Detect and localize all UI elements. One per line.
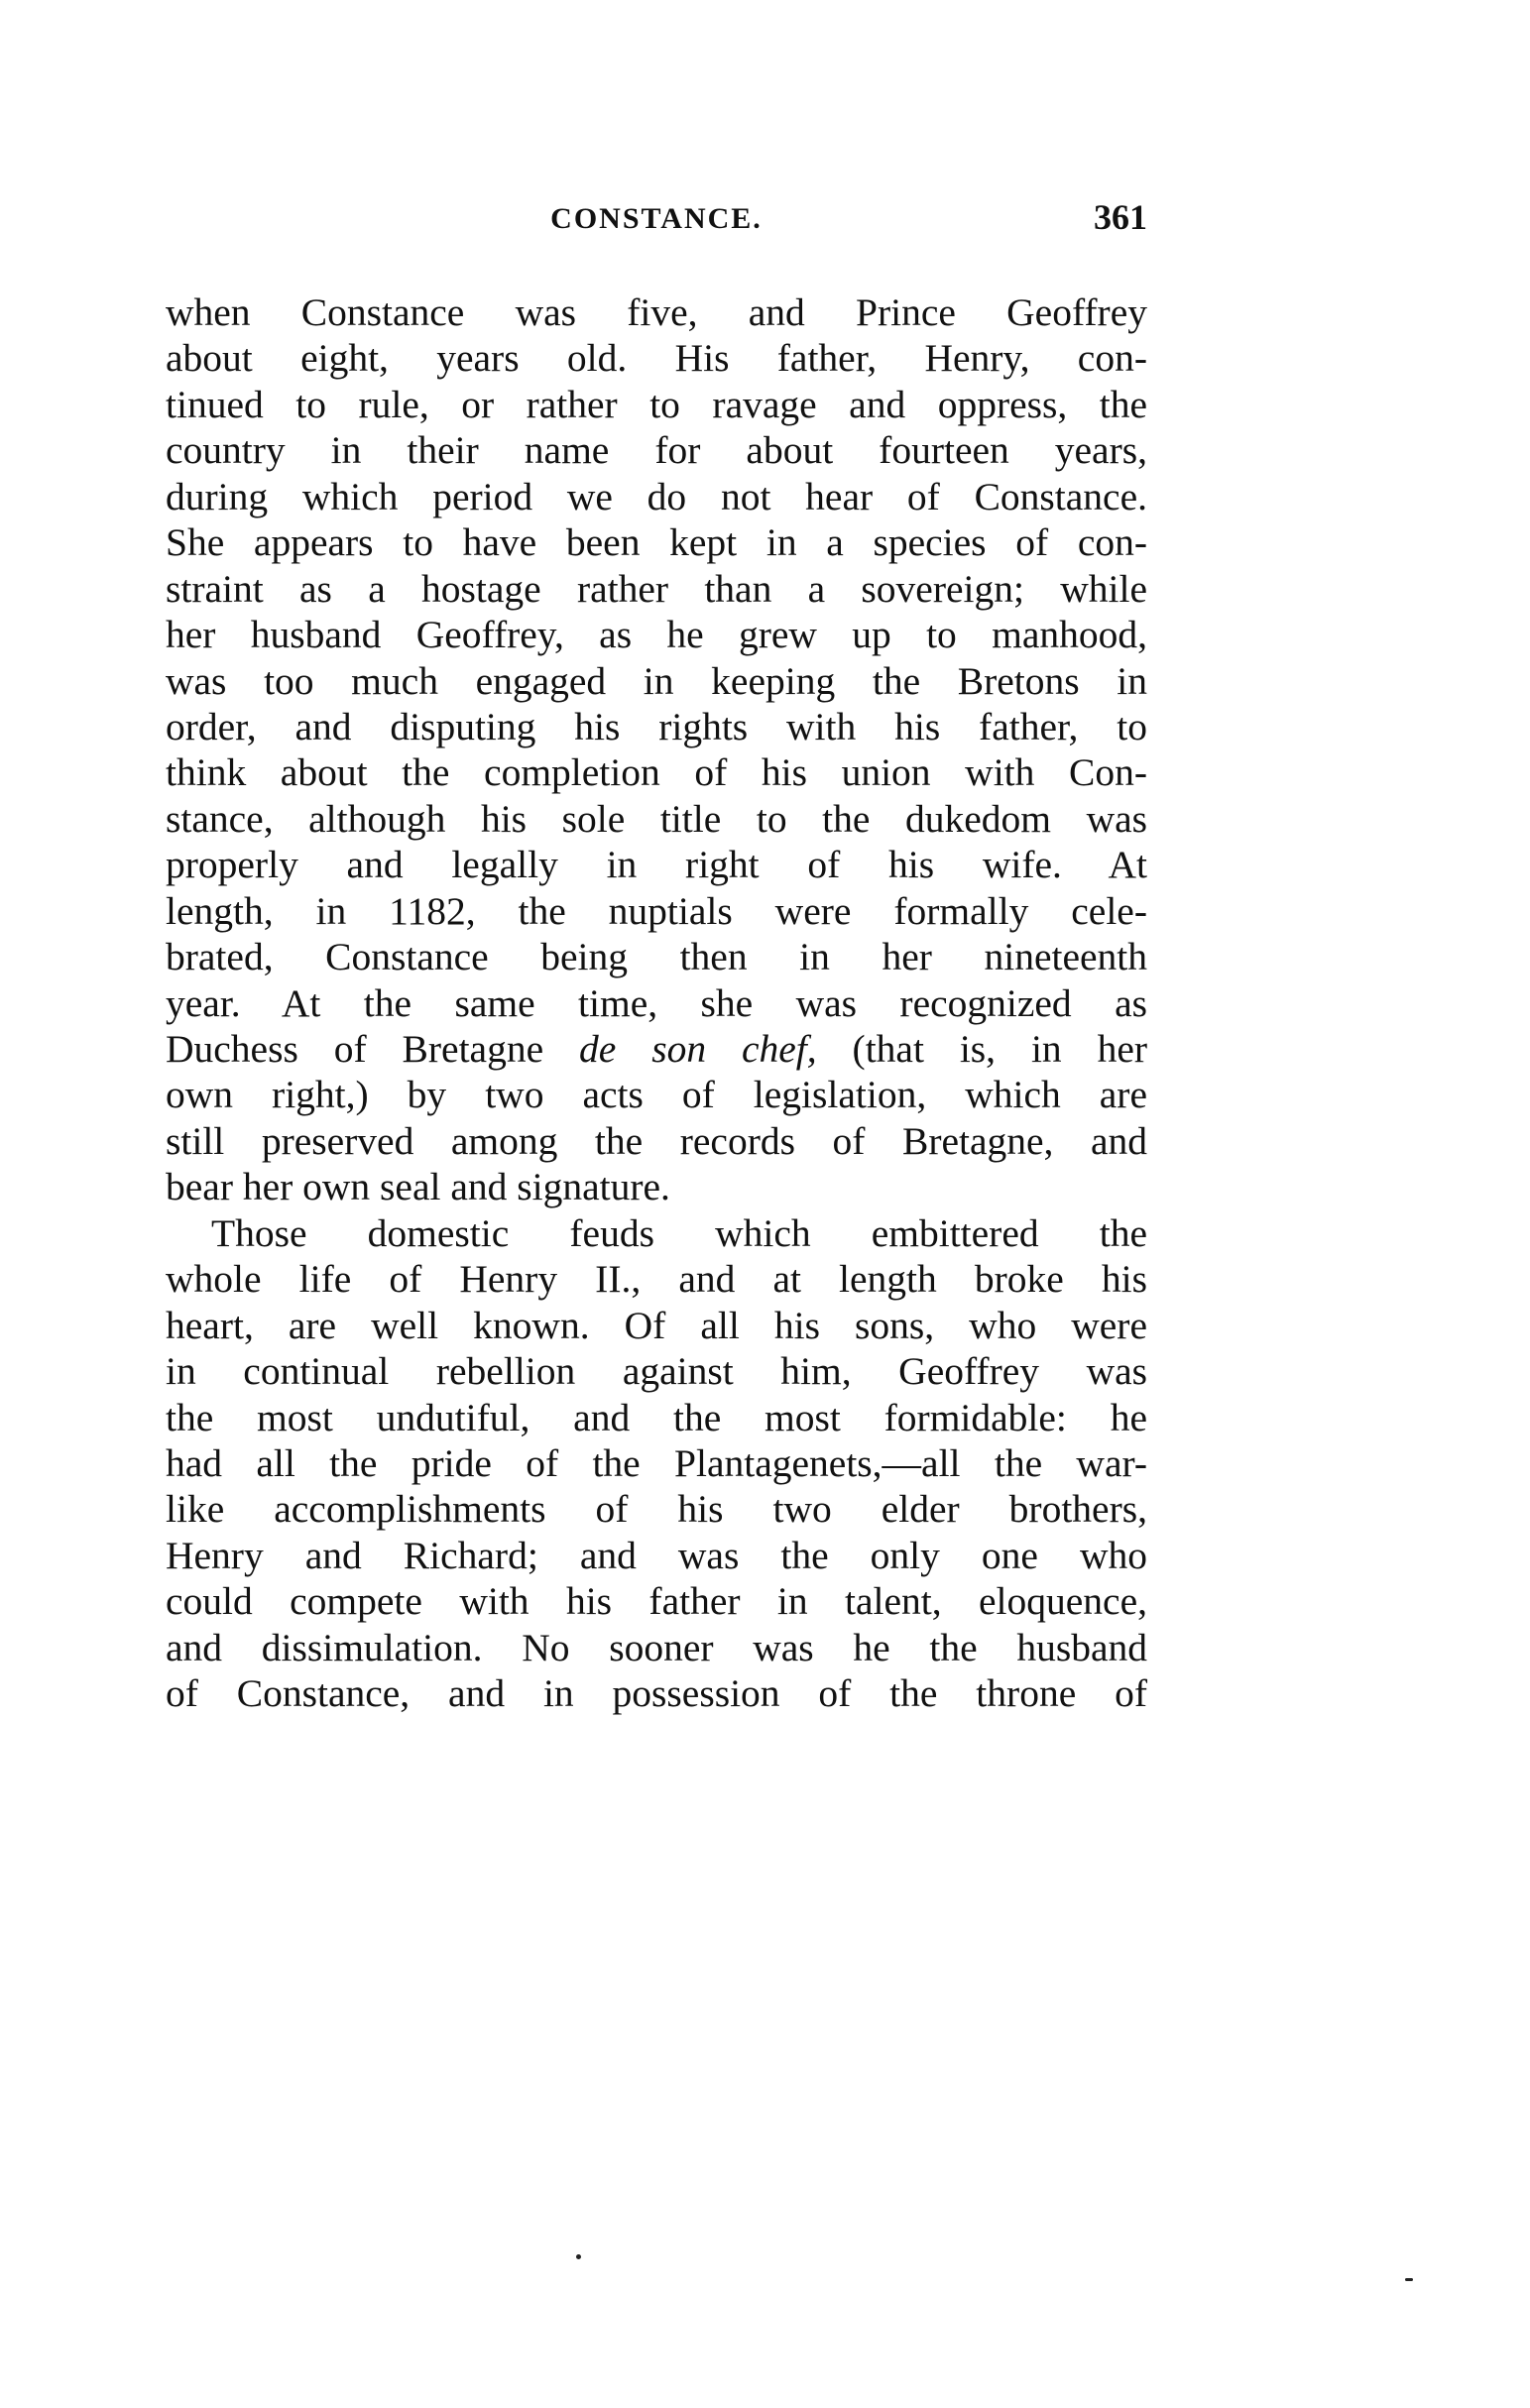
text-line: had all the pride of the Plantagenets,—all the war- (166, 1440, 1147, 1485)
text-line: and dissimulation. No sooner was he the husband (166, 1625, 1147, 1669)
ink-speck (1405, 2278, 1413, 2281)
text-line: the most undutiful, and the most formidable: he (166, 1395, 1147, 1439)
page-header (166, 194, 1147, 244)
italic-phrase: de son chef, (579, 1027, 817, 1071)
running-title: CONSTANCE. (550, 202, 763, 235)
text-line-with-italic (166, 1026, 1147, 1072)
text-line: about eight, years old. His father, Henry, con- (166, 336, 1147, 381)
text-line: tinued to rule, or rather to ravage and oppress, the (166, 382, 1147, 426)
text-line: properly and legally in right of his wife. At (166, 843, 1147, 887)
text-segment: Duchess of Bretagne (166, 1027, 544, 1071)
text-line: length, in 1182, the nuptials were formally cele- (166, 888, 1147, 933)
page-number: 361 (1094, 197, 1147, 237)
text-line: She appears to have been kept in a species of con- (166, 520, 1147, 565)
text-line: year. At the same time, she was recognized as (166, 980, 1147, 1025)
page-body (166, 289, 1147, 1717)
text-line: heart, are well known. Of all his sons, who were (166, 1303, 1147, 1347)
text-line: stance, although his sole title to the dukedom was (166, 796, 1147, 841)
text-line: straint as a hostage rather than a sovereign; while (166, 566, 1147, 611)
text-line: like accomplishments of his two elder brothers, (166, 1487, 1147, 1532)
paragraph-2 (166, 1210, 1147, 1717)
text-line: brated, Constance being then in her nineteenth (166, 935, 1147, 979)
text-line: still preserved among the records of Bretagne, and (166, 1118, 1147, 1163)
text-line: was too much engaged in keeping the Bretons in (166, 658, 1147, 703)
text-line: Those domestic feuds which embittered the (211, 1210, 1147, 1255)
text-line: when Constance was five, and Prince Geoffrey (166, 290, 1147, 334)
text-line: of Constance, and in possession of the throne of (166, 1671, 1147, 1716)
text-line: order, and disputing his rights with his father, to (166, 704, 1147, 748)
text-segment: (that is, in her (852, 1027, 1148, 1071)
text-line: bear her own seal and signature. (166, 1165, 670, 1209)
text-line: could compete with his father in talent, eloquence, (166, 1579, 1147, 1624)
text-line: whole life of Henry II., and at length broke his (166, 1257, 1147, 1302)
paragraph-1 (166, 289, 1147, 1210)
text-line: own right,) by two acts of legislation, which are (166, 1073, 1147, 1117)
text-line: country in their name for about fourteen years, (166, 428, 1147, 473)
text-line: think about the completion of his union with Con- (166, 750, 1147, 795)
text-line: during which period we do not hear of Constance. (166, 474, 1147, 518)
ink-speck (576, 2254, 581, 2259)
text-line: Henry and Richard; and was the only one who (166, 1533, 1147, 1577)
text-line: her husband Geoffrey, as he grew up to manhood, (166, 613, 1147, 657)
text-line: in continual rebellion against him, Geoffrey was (166, 1349, 1147, 1394)
